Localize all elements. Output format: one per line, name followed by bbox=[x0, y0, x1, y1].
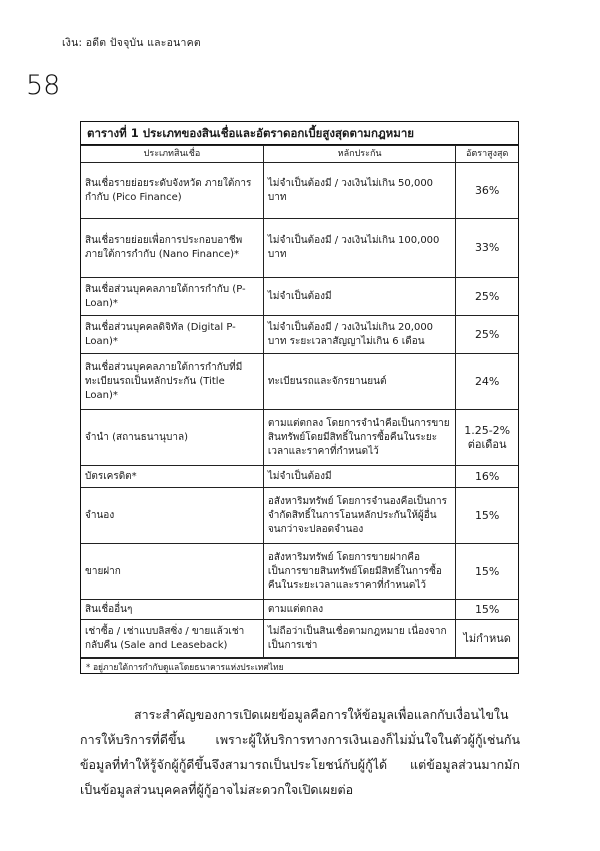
loan-type-cell: สินเชื่ออื่นๆ bbox=[81, 600, 263, 620]
loan-type-cell: สินเชื่อส่วนบุคคลดิจิทัล (Digital P-Loan)* bbox=[81, 316, 263, 354]
loan-types-table bbox=[80, 121, 519, 674]
rate-cell: 36% bbox=[456, 163, 518, 219]
loan-type-cell: สินเชื่อส่วนบุคคลภายใต้การกำกับที่มีทะเบียนรถเป็นหลักประกัน (Title Loan)* bbox=[81, 354, 263, 410]
loan-type-cell: ขายฝาก bbox=[81, 544, 263, 600]
collateral-cell: ไม่ถือว่าเป็นสินเชื่อตามกฎหมาย เนื่องจากเป็นการเช่า bbox=[263, 620, 455, 658]
body-paragraph: สาระสำคัญของการเปิดเผยข้อมูลคือการให้ข้อมูลเพื่อแลกกับเงื่อนไขในการให้บริการที่ดีขึ้น เพราะผู้ให้บริการทางการเงินเองก็ไม่มั่นใจในตัวผู้กู้เช่นกัน ข้อมูลที่ทำให้รู้จักผู้กู้ดีขึ้นจึงสามารถเป็นประโยชน์กับผู้กู้ได้ แต่ข้อมูลส่วนมากมักเป็นข้อมูลส่วนบุคคลที่ผู้กู้อาจไม่สะดวกใจเปิดเผยต่อ bbox=[80, 707, 520, 797]
collateral-cell: อสังหาริมทรัพย์ โดยการจำนองคือเป็นการจำกัดสิทธิ์ในการโอนหลักประกันให้ผู้อื่นจนกว่าจะปลอดจำนอง bbox=[263, 488, 455, 544]
table-row bbox=[81, 316, 518, 354]
table-row bbox=[81, 488, 518, 544]
table-title: ตารางที่ 1 ประเภทของสินเชื่อและอัตราดอกเบี้ยสูงสุดตามกฎหมาย bbox=[81, 122, 518, 145]
rate-cell: 1.25-2% ต่อเดือน bbox=[456, 410, 518, 466]
table-footnote: * อยู่ภายใต้การกำกับดูแลโดยธนาคารแห่งประเทศไทย bbox=[81, 658, 518, 677]
column-header-type: ประเภทสินเชื่อ bbox=[81, 146, 263, 163]
rate-cell: 15% bbox=[456, 488, 518, 544]
collateral-cell: ตามแต่ตกลง โดยการจำนำคือเป็นการขายสินทรัพย์โดยมีสิทธิ์ในการซื้อคืนในระยะเวลาและราคาที่กำหนดไว้ bbox=[263, 410, 455, 466]
table-row bbox=[81, 620, 518, 658]
collateral-cell: ไม่จำเป็นต้องมี bbox=[263, 466, 455, 488]
column-header-max-rate: อัตราสูงสุด bbox=[456, 146, 518, 163]
running-head: เงิน: อดีต ปัจจุบัน และอนาคต bbox=[62, 37, 201, 49]
page-number: 58 bbox=[26, 70, 61, 101]
collateral-cell: อสังหาริมทรัพย์ โดยการขายฝากคือเป็นการขายสินทรัพย์โดยมีสิทธิ์ในการซื้อคืนในระยะเวลาและราคาที่กำหนดไว้ bbox=[263, 544, 455, 600]
collateral-cell: ไม่จำเป็นต้องมี / วงเงินไม่เกิน 20,000 บาท ระยะเวลาสัญญาไม่เกิน 6 เดือน bbox=[263, 316, 455, 354]
collateral-cell: ไม่จำเป็นต้องมี / วงเงินไม่เกิน 50,000 บาท bbox=[263, 163, 455, 219]
collateral-cell: ไม่จำเป็นต้องมี / วงเงินไม่เกิน 100,000 บาท bbox=[263, 219, 455, 278]
loan-type-cell: บัตรเครดิต* bbox=[81, 466, 263, 488]
table-row bbox=[81, 219, 518, 278]
column-header-collateral: หลักประกัน bbox=[263, 146, 455, 163]
loan-table bbox=[81, 145, 518, 658]
collateral-cell: ตามแต่ตกลง bbox=[263, 600, 455, 620]
table-row bbox=[81, 410, 518, 466]
table-row bbox=[81, 466, 518, 488]
rate-cell: 15% bbox=[456, 544, 518, 600]
loan-type-cell: สินเชื่อรายย่อยเพื่อการประกอบอาชีพภายใต้การกำกับ (Nano Finance)* bbox=[81, 219, 263, 278]
collateral-cell: ทะเบียนรถและจักรยานยนต์ bbox=[263, 354, 455, 410]
rate-cell: 25% bbox=[456, 316, 518, 354]
rate-cell: 16% bbox=[456, 466, 518, 488]
rate-cell: 15% bbox=[456, 600, 518, 620]
rate-cell: 25% bbox=[456, 278, 518, 316]
collateral-cell: ไม่จำเป็นต้องมี bbox=[263, 278, 455, 316]
table-row bbox=[81, 278, 518, 316]
table-row bbox=[81, 600, 518, 620]
rate-cell: 24% bbox=[456, 354, 518, 410]
loan-type-cell: สินเชื่อส่วนบุคคลภายใต้การกำกับ (P-Loan)* bbox=[81, 278, 263, 316]
rate-cell: 33% bbox=[456, 219, 518, 278]
rate-cell: ไม่กำหนด bbox=[456, 620, 518, 658]
loan-type-cell: จำนอง bbox=[81, 488, 263, 544]
table-row bbox=[81, 354, 518, 410]
table-row bbox=[81, 163, 518, 219]
loan-type-cell: เช่าซื้อ / เช่าแบบลิสซิ่ง / ขายแล้วเช่ากลับคืน (Sale and Leaseback) bbox=[81, 620, 263, 658]
loan-type-cell: จำนำ (สถานธนานุบาล) bbox=[81, 410, 263, 466]
table-header-row bbox=[81, 146, 518, 163]
table-row bbox=[81, 544, 518, 600]
loan-type-cell: สินเชื่อรายย่อยระดับจังหวัด ภายใต้การกำกับ (Pico Finance) bbox=[81, 163, 263, 219]
body-text bbox=[80, 702, 520, 802]
